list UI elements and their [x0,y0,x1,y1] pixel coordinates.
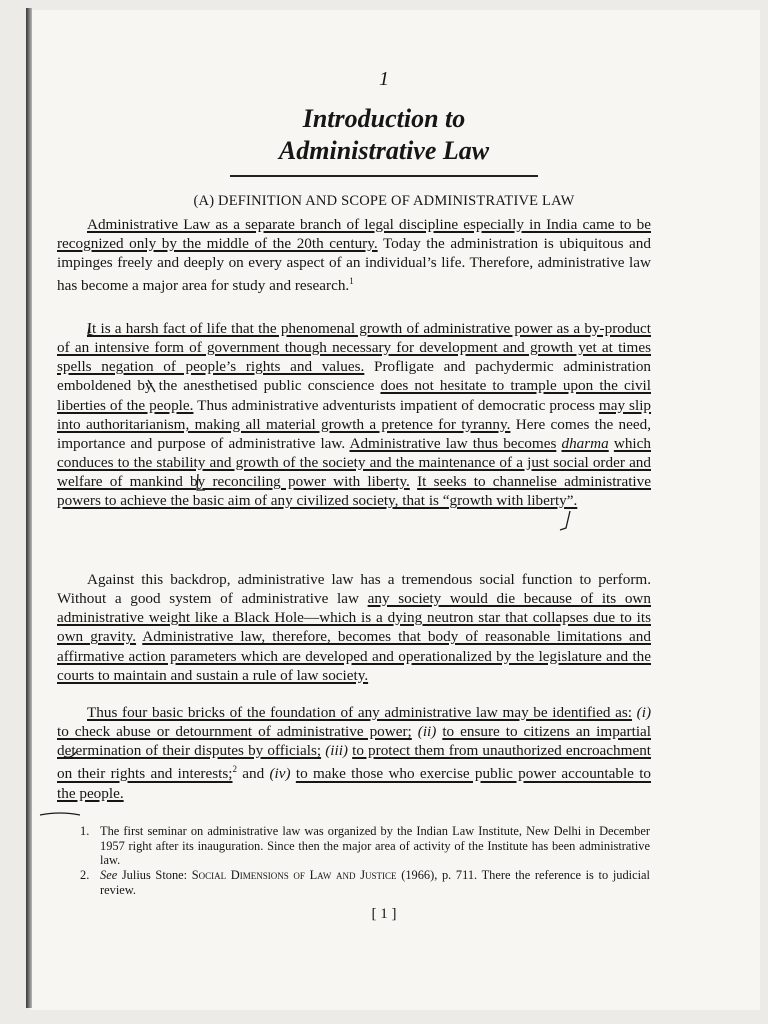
paragraph-1 [57,215,651,296]
footnote-book-title: Social Dimensions of Law and Justice [191,868,397,882]
footnote-text [100,868,650,897]
list-label: (i) [636,704,652,721]
chapter-number: 1 [379,68,389,90]
footnote-ref-1: 1 [349,276,354,287]
underlined-text: Thus four basic bricks of the foundation of any administrative law may be identified as: [87,704,633,721]
list-label: (iii) [325,742,348,760]
title-rule [230,175,538,177]
underlined-text: which conduces to the stability and growth of the society and the maintenance of a just social order and welfare of mankind by reconciling power with liberty. [57,434,651,491]
footnote-see: See [100,868,118,882]
underlined-text: Administrative law, therefore, becomes that body of reasonable limitations and affirmative action parameters which are developed and operationalized by the legislature and the courts to maintain and sustain a rule of law society. [57,628,651,684]
paragraph-3 [57,570,651,685]
underlined-text: any society would die because of its own administrative weight like a Black Hole—which is a dying neutron star that collapses due to its own gravity. [57,590,651,646]
section-heading: (A) DEFINITION AND SCOPE OF ADMINISTRATIVE LAW [193,193,575,209]
footnote-citation: (1966), p. 711. There the reference is to judicial review. [100,868,650,897]
underlined-text: to make those who exercise public power accountable to the people. [57,765,652,802]
footnote-1 [80,824,650,868]
italic-term: dharma [561,434,609,452]
paragraph-text: Profligate and pachydermic administration emboldened by the anesthetised public conscience [57,358,652,395]
footnote-ref-2: 2 [232,764,237,775]
paragraph-2 [57,319,651,511]
underlined-text: may slip into authoritarianism, making all material growth a pretence for tyranny. [57,396,652,433]
underlined-text: It is a harsh fact of life that the phenomenal growth of administrative power as a by-product of an intensive form of government though necessary for development and growth yet at times spells negation of people’s rights and values. [57,320,651,376]
paragraph-text: Against this backdrop, administrative law has a tremendous social function to perform. Without a good system of administrative law [57,571,651,608]
underlined-text: to protect them from unauthorized encroachment on their rights and interests; [57,742,652,783]
underlined-text: Administrative Law as a separate branch of legal discipline especially in India came to be recognized only by the middle of the 20th century. [57,216,651,253]
underlined-text: It seeks to channelise administrative powers to achieve the basic aim of any civilized society, that is “growth with liberty”. [57,473,651,510]
footnote-2 [80,868,650,897]
list-label: (iv) [269,765,291,783]
paragraph-4 [57,703,651,803]
footnote-number: 2. [80,868,90,882]
paragraph-text: Today the administration is ubiquitous and impinges freely and deeply on every aspect of an individual’s life. Therefore, administrative law has become a major area for study and research. [57,235,651,295]
underlined-text: Administrative law thus becomes [349,434,557,452]
underlined-text: does not hesitate to trample upon the civil liberties of the people. [57,377,651,414]
underlined-text: to check abuse or detournment of administrative power; [57,723,412,741]
footnote-text: The first seminar on administrative law was organized by the Indian Law Institute, New Delhi in December 1957 right after its inauguration. Since then the major area of activity of the Institute has been administrative law. [100,824,650,867]
paragraph-text: and [242,765,265,783]
paragraph-text: Here comes the need, importance and purpose of administrative law. [57,415,652,452]
underlined-text: to ensure to citizens an impartial determination of their disputes by officials; [57,723,652,760]
list-label: (ii) [417,723,437,741]
chapter-title-line1: Introduction to [302,104,466,133]
page-number: [ 1 ] [371,906,397,922]
footnote-number: 1. [80,824,90,838]
footnote-author: Julius Stone: [121,868,188,882]
chapter-title-line2: Administrative Law [278,136,490,165]
paragraph-text: Thus administrative adventurists impatient of democratic process [197,396,595,414]
